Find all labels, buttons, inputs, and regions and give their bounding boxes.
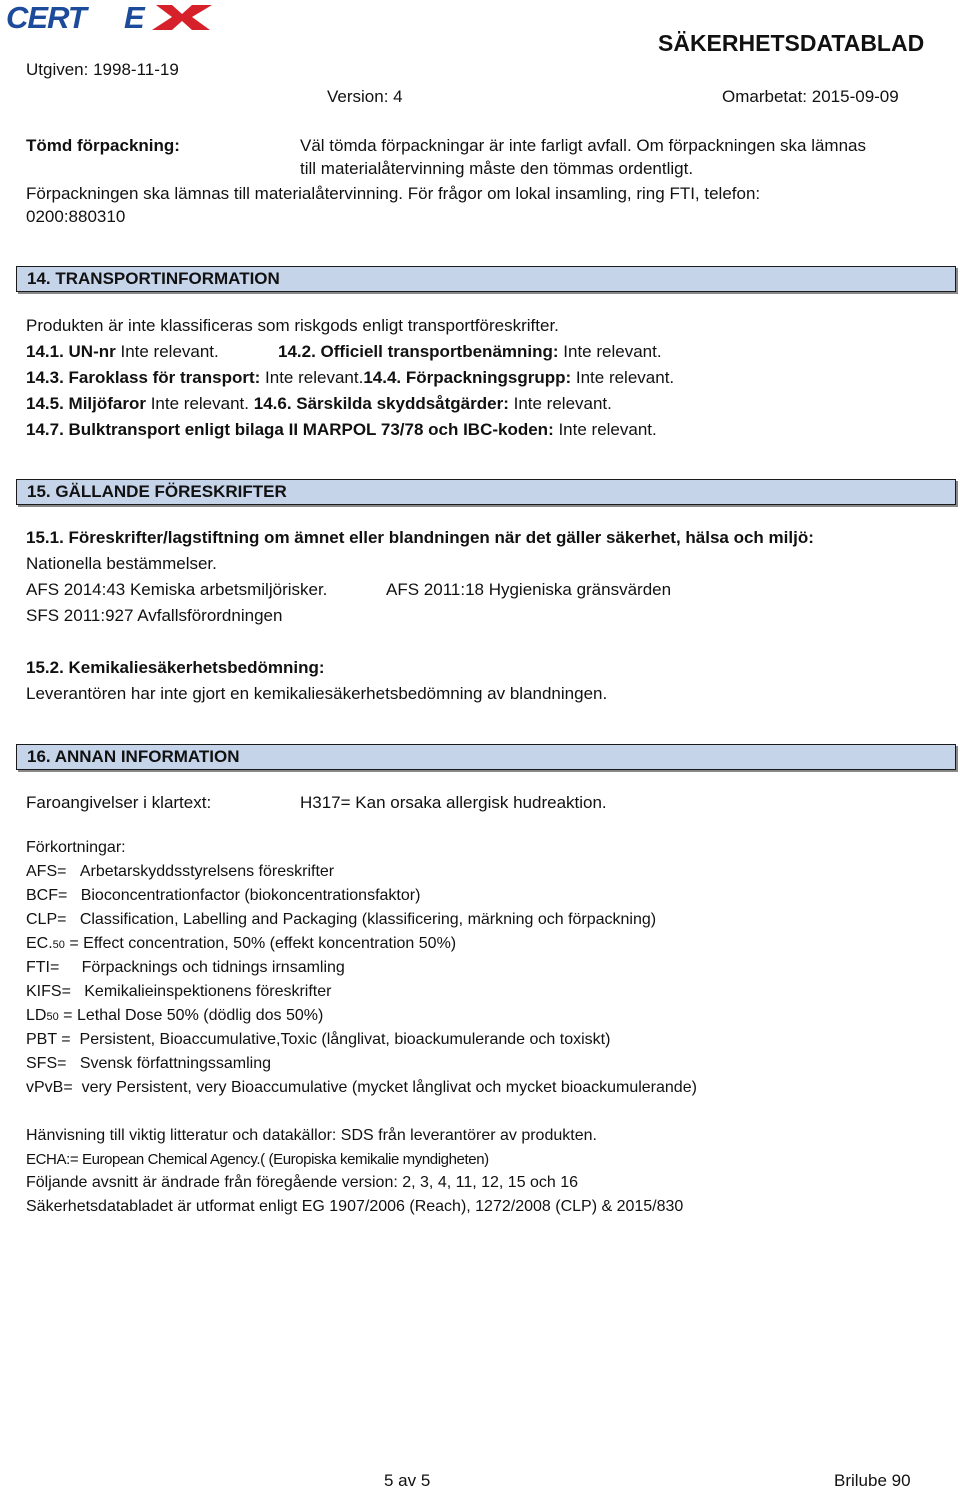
abbr-fti: FTI= Förpacknings och tidnings irnsamling — [26, 959, 345, 976]
transport-intro: Produkten är inte klassificeras som riskgods enligt transportföreskrifter. — [26, 316, 559, 335]
changed-sections: Följande avsnitt är ändrade från föregående version: 2, 3, 4, 11, 12, 15 och 16 — [26, 1174, 579, 1191]
packing-group-value: Inte relevant. — [571, 368, 675, 387]
abbr-sfs: SFS= Svensk författningssamling — [26, 1055, 272, 1072]
bulk-transport-label: 14.7. Bulktransport enligt bilaga II MARPOL 73/78 och IBC-koden: — [26, 420, 554, 439]
hazard-class-value: Inte relevant. — [260, 368, 364, 387]
section-16-header — [16, 744, 956, 770]
literature-references: Hänvisning till viktig litteratur och datakällor: SDS från leverantörer av produkten. — [26, 1127, 597, 1144]
bulk-transport-value: Inte relevant. — [553, 420, 657, 439]
shipping-name-value: Inte relevant. — [558, 342, 662, 361]
hazard-statements-value: H317= Kan orsaka allergisk hudreaktion. — [300, 793, 607, 812]
section-15-title: 15. GÄLLANDE FÖRESKRIFTER — [27, 482, 287, 501]
version: Version: 4 — [327, 87, 403, 106]
abbr-ec50: EC.50 = Effect concentration, 50% (effekt koncentration 50%) — [26, 935, 457, 952]
echa-reference: ECHA:= European Chemical Agency.( (Europiska kemikalie myndigheten) — [26, 1151, 489, 1168]
abbr-afs: AFS= Arbetarskyddsstyrelsens föreskrifter — [26, 863, 335, 880]
certex-logo — [6, 2, 216, 32]
shipping-name-label: 14.2. Officiell transportbenämning: — [278, 342, 559, 361]
regulations-afs-2011: AFS 2011:18 Hygieniska gränsvärden — [386, 580, 672, 599]
doc-title: SÄKERHETSDATABLAD — [658, 30, 925, 56]
transport-row-3 — [26, 394, 612, 414]
transport-row-1b — [278, 342, 662, 362]
special-precautions-label: 14.6. Särskilda skyddsåtgärder: — [253, 394, 509, 413]
section-16-title: 16. ANNAN INFORMATION — [27, 747, 240, 766]
abbr-bcf: BCF= Bioconcentrationfactor (biokoncentrationsfaktor) — [26, 887, 421, 904]
recycling-note-2: 0200:880310 — [26, 207, 126, 226]
hazard-statements-label: Faroangivelser i klartext: — [26, 793, 212, 812]
regulations-afs-2014: AFS 2014:43 Kemiska arbetsmiljörisker. — [26, 580, 328, 599]
un-number-value: Inte relevant. — [115, 342, 219, 361]
env-hazards-value: Inte relevant. — [145, 394, 249, 413]
transport-row-1 — [26, 342, 219, 362]
svg-text:E: E — [124, 2, 144, 32]
env-hazards-label: 14.5. Miljöfaror — [26, 394, 146, 413]
svg-text:CERT: CERT — [6, 2, 86, 32]
recycling-note-1: Förpackningen ska lämnas till materialåtervinning. För frågor om lokal insamling, ring FTI, telefon: — [26, 184, 761, 203]
packing-group-label: 14.4. Förpackningsgrupp: — [363, 368, 572, 387]
chemical-safety-heading: 15.2. Kemikaliesäkerhetsbedömning: — [26, 658, 325, 677]
abbreviations-title: Förkortningar: — [26, 839, 126, 856]
format-statement: Säkerhetsdatabladet är utformat enligt EG 1907/2006 (Reach), 1272/2008 (CLP) & 2015/830 — [26, 1198, 684, 1215]
abbr-clp: CLP= Classification, Labelling and Packaging (klassificering, märkning och förpackning) — [26, 911, 657, 928]
issued-date: Utgiven: 1998-11-19 — [26, 60, 179, 79]
chemical-safety-text: Leverantören har inte gjort en kemikaliesäkerhetsbedömning av blandningen. — [26, 684, 608, 703]
abbr-ld50: LD50 = Lethal Dose 50% (dödlig dos 50%) — [26, 1007, 324, 1024]
page-number: 5 av 5 — [384, 1471, 431, 1490]
transport-row-4 — [26, 420, 657, 440]
empty-packaging-label: Tömd förpackning: — [26, 136, 180, 155]
section-15-header — [16, 479, 956, 505]
product-name: Brilube 90 — [834, 1471, 911, 1490]
regulations-heading: 15.1. Föreskrifter/lagstiftning om ämnet eller blandningen när det gäller säkerhet, hälsa och miljö: — [26, 528, 814, 547]
section-14-title: 14. TRANSPORTINFORMATION — [27, 269, 280, 288]
revised-date: Omarbetat: 2015-09-09 — [722, 87, 899, 106]
special-precautions-value: Inte relevant. — [508, 394, 612, 413]
abbr-vpvb: vPvB= very Persistent, very Bioaccumulative (mycket långlivat och mycket bioackumulerande) — [26, 1079, 697, 1096]
section-14-header — [16, 266, 956, 292]
abbr-pbt: PBT = Persistent, Bioaccumulative,Toxic (långlivat, bioackumulerande och toxiskt) — [26, 1031, 611, 1048]
regulations-national: Nationella bestämmelser. — [26, 554, 217, 573]
hazard-class-label: 14.3. Faroklass för transport: — [26, 368, 261, 387]
empty-packaging-text-1: Väl tömda förpackningar är inte farligt avfall. Om förpackningen ska lämnas — [300, 136, 866, 155]
abbr-kifs: KIFS= Kemikalieinspektionens föreskrifter — [26, 983, 332, 1000]
un-number-label: 14.1. UN-nr — [26, 342, 116, 361]
transport-row-2 — [26, 368, 674, 388]
empty-packaging-text-2: till materialåtervinning måste den tömmas ordentligt. — [300, 159, 694, 178]
regulations-sfs: SFS 2011:927 Avfallsförordningen — [26, 606, 283, 625]
